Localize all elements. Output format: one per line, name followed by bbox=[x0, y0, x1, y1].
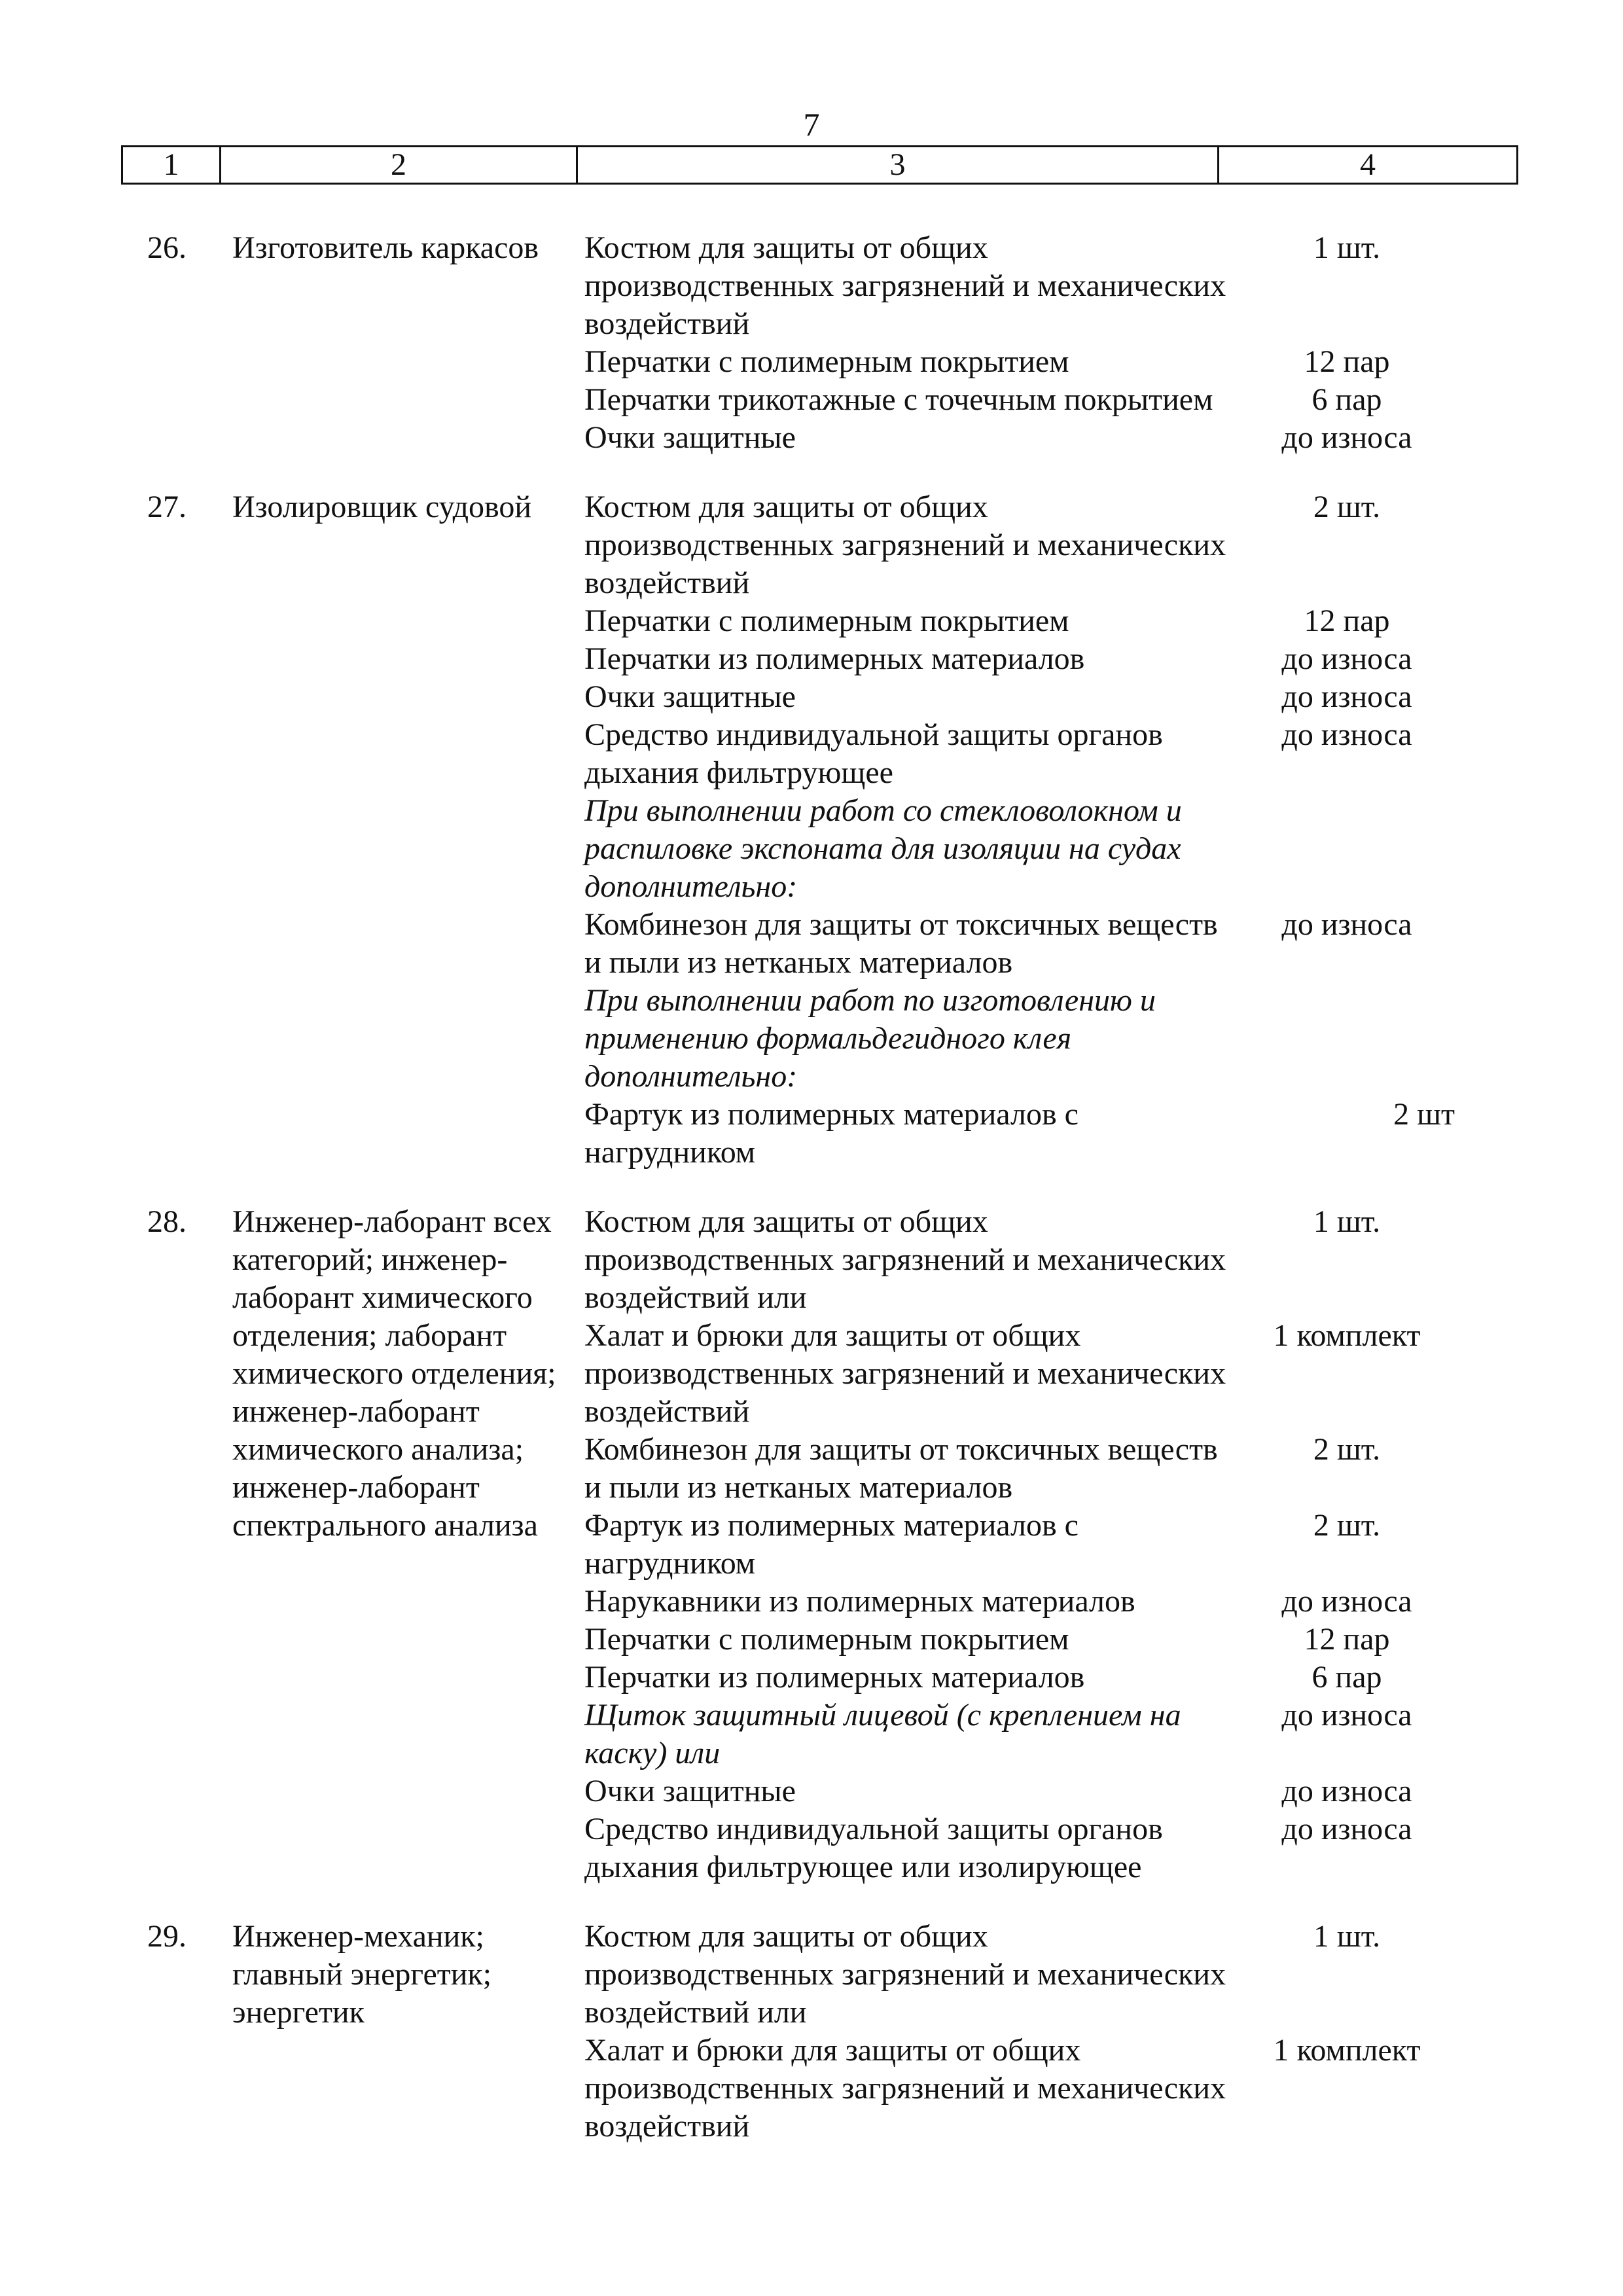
condition-note: При выполнении работ по изготовлению и применению формальдегидного клея дополнительно: bbox=[584, 983, 1156, 1094]
item-text: Перчатки с полимерным покрытием bbox=[584, 1622, 1069, 1657]
item-text: Халат и брюки для защиты от общих производственных загрязнений и механических воздействий bbox=[584, 2033, 1226, 2144]
list-item bbox=[584, 2032, 1455, 2145]
ppe-list bbox=[584, 1918, 1455, 2145]
list-item bbox=[584, 1431, 1455, 1507]
table-row bbox=[0, 229, 1623, 457]
item-qty: до износа bbox=[1281, 907, 1412, 942]
list-item bbox=[584, 982, 1455, 1096]
item-text: Средство индивидуальной защиты органов дыхания фильтрующее bbox=[584, 717, 1163, 790]
list-item bbox=[584, 1507, 1455, 1583]
table-row bbox=[0, 1918, 1623, 2145]
header-col-1: 1 bbox=[123, 147, 221, 183]
page-number: 7 bbox=[803, 106, 820, 143]
list-item bbox=[584, 792, 1455, 906]
item-text: Костюм для защиты от общих производственных загрязнений и механических воздействий bbox=[584, 490, 1226, 600]
item-text: Костюм для защиты от общих производственных загрязнений и механических воздействий bbox=[584, 230, 1226, 341]
item-text: Перчатки из полимерных материалов bbox=[584, 1660, 1085, 1695]
item-text: Нарукавники из полимерных материалов bbox=[584, 1584, 1135, 1619]
item-qty: 12 пар bbox=[1304, 1622, 1390, 1657]
list-item bbox=[584, 906, 1455, 982]
item-text: Фартук из полимерных материалов с нагрудником bbox=[584, 1508, 1079, 1581]
item-text: Очки защитные bbox=[584, 420, 796, 455]
header-col-4: 4 bbox=[1360, 147, 1376, 182]
table-row bbox=[0, 1203, 1623, 1886]
item-text: Очки защитные bbox=[584, 1774, 796, 1808]
item-qty: до износа bbox=[1281, 679, 1412, 714]
item-qty: 1 шт. bbox=[1313, 1919, 1381, 1954]
item-text: Щиток защитный лицевой (с креплением на каску) или bbox=[584, 1698, 1181, 1770]
item-text: Комбинезон для защиты от токсичных веществ и пыли из нетканых материалов bbox=[584, 1432, 1218, 1505]
list-item bbox=[584, 1096, 1455, 1172]
item-text: Средство индивидуальной защиты органов дыхания фильтрующее или изолирующее bbox=[584, 1812, 1163, 1884]
condition-note: При выполнении работ со стекловолокном и распиловке экспоната для изоляции на судах дополнительно: bbox=[584, 793, 1182, 904]
profession: Изолировщик судовой bbox=[232, 490, 532, 524]
item-text: Халат и брюки для защиты от общих производственных загрязнений и механических воздействий bbox=[584, 1318, 1226, 1429]
item-qty: 2 шт. bbox=[1313, 1508, 1381, 1543]
item-qty: до износа bbox=[1281, 641, 1412, 676]
item-text: Костюм для защиты от общих производственных загрязнений и механических воздействий или bbox=[584, 1204, 1226, 1315]
table-body bbox=[0, 229, 1623, 2177]
item-qty: 1 комплект bbox=[1273, 2033, 1421, 2068]
item-qty: 6 пар bbox=[1311, 382, 1382, 417]
profession: Инженер-лаборант всех категорий; инженер-лаборант химического отделения; лаборант химического отделения; инженер-лаборант химического анализа; инженер-лаборант спектрального анализа bbox=[232, 1204, 556, 1543]
item-qty: до износа bbox=[1281, 420, 1412, 455]
profession: Изготовитель каркасов bbox=[232, 230, 539, 265]
header-col-3: 3 bbox=[578, 147, 1219, 183]
row-number: 26. bbox=[147, 230, 187, 265]
list-item bbox=[584, 419, 1455, 457]
list-item bbox=[584, 716, 1455, 792]
item-qty: 1 комплект bbox=[1273, 1318, 1421, 1353]
list-item bbox=[584, 1810, 1455, 1886]
item-text: Перчатки с полимерным покрытием bbox=[584, 344, 1069, 379]
ppe-list bbox=[584, 229, 1455, 457]
row-number: 28. bbox=[147, 1204, 187, 1239]
item-text: Перчатки трикотажные с точечным покрытием bbox=[584, 382, 1213, 417]
item-qty: 2 шт. bbox=[1313, 1432, 1381, 1467]
list-item bbox=[584, 1621, 1455, 1659]
table-row bbox=[0, 488, 1623, 1172]
item-text: Комбинезон для защиты от токсичных веществ и пыли из нетканых материалов bbox=[584, 907, 1218, 980]
item-qty: 6 пар bbox=[1311, 1660, 1382, 1695]
item-qty: 1 шт. bbox=[1313, 1204, 1381, 1239]
item-text: Перчатки из полимерных материалов bbox=[584, 641, 1085, 676]
item-qty: 2 шт. bbox=[1313, 490, 1381, 524]
profession: Инженер-механик; главный энергетик; энергетик bbox=[232, 1919, 492, 2030]
list-item bbox=[584, 229, 1455, 343]
item-text: Перчатки с полимерным покрытием bbox=[584, 603, 1069, 638]
list-item bbox=[584, 1918, 1455, 2032]
list-item bbox=[584, 381, 1455, 419]
row-number: 27. bbox=[147, 490, 187, 524]
list-item bbox=[584, 1203, 1455, 1317]
item-text: Очки защитные bbox=[584, 679, 796, 714]
item-qty: до износа bbox=[1281, 1774, 1412, 1808]
table-header bbox=[121, 145, 1518, 185]
item-qty: 2 шт bbox=[1393, 1097, 1455, 1132]
list-item bbox=[584, 1772, 1455, 1810]
list-item bbox=[584, 488, 1455, 602]
item-qty: до износа bbox=[1281, 717, 1412, 752]
list-item bbox=[584, 678, 1455, 716]
list-item bbox=[584, 640, 1455, 678]
list-item bbox=[584, 1659, 1455, 1696]
ppe-list bbox=[584, 1203, 1455, 1886]
item-qty: до износа bbox=[1281, 1812, 1412, 1846]
list-item bbox=[584, 602, 1455, 640]
list-item bbox=[584, 343, 1455, 381]
list-item bbox=[584, 1696, 1455, 1772]
item-qty: до износа bbox=[1281, 1584, 1412, 1619]
list-item bbox=[584, 1317, 1455, 1431]
item-text: Фартук из полимерных материалов с нагрудником bbox=[584, 1097, 1079, 1170]
item-qty: 1 шт. bbox=[1313, 230, 1381, 265]
list-item bbox=[584, 1583, 1455, 1621]
item-qty: 12 пар bbox=[1304, 344, 1390, 379]
row-number: 29. bbox=[147, 1919, 187, 1954]
item-text: Костюм для защиты от общих производственных загрязнений и механических воздействий или bbox=[584, 1919, 1226, 2030]
item-qty: 12 пар bbox=[1304, 603, 1390, 638]
header-col-2: 2 bbox=[221, 147, 578, 183]
item-qty: до износа bbox=[1281, 1698, 1412, 1732]
ppe-list bbox=[584, 488, 1455, 1172]
